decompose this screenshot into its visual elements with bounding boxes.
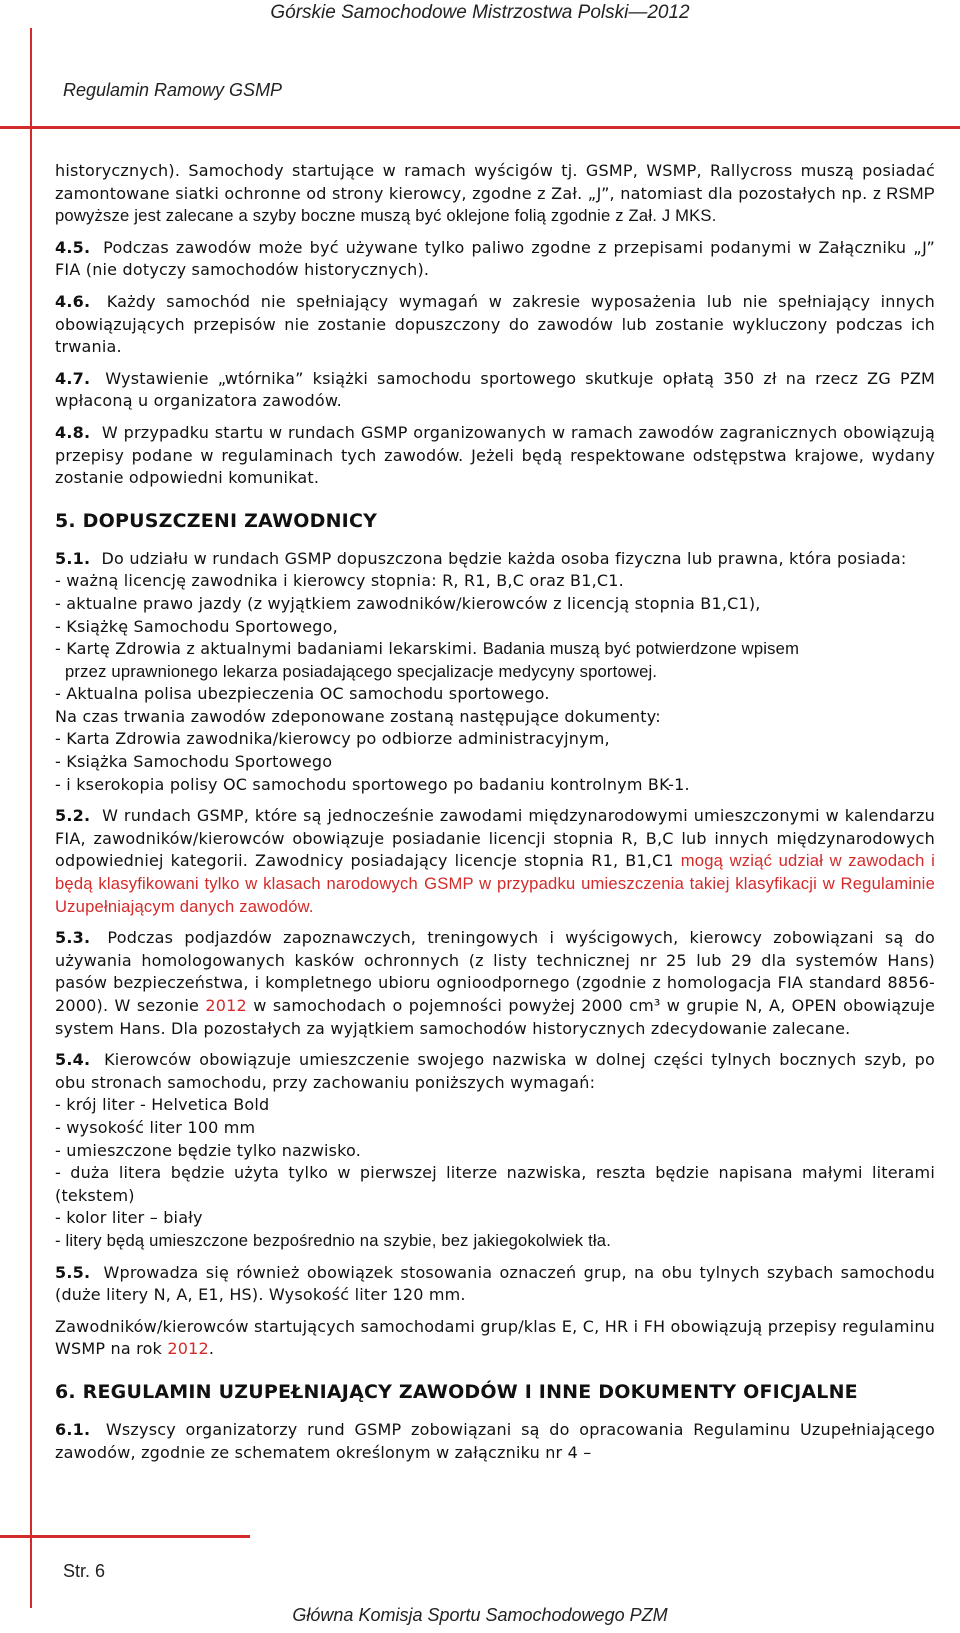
paragraph-text: Wprowadza się również obowiązek stosowania oznaczeń grup, na obu tylnych szybach samochodu (duże litery N, A, E1, HS). Wysokość liter 120 mm.	[55, 1262, 935, 1305]
section-number: 5.2.	[55, 806, 91, 826]
paragraph-4-7	[55, 368, 935, 413]
paragraph-text: Kierowców obowiązuje umieszczenie swojego nazwiska w dolnej części tylnych bocznych szyb, po obu stronach samochodu, przy zachowaniu poniższych wymagań:	[55, 1050, 935, 1092]
section-number: 4.5.	[55, 237, 91, 257]
list-item: - duża litera będzie użyta tylko w pierwszej literze nazwiska, reszta będzie napisana małymi literami (tekstem)	[55, 1163, 935, 1205]
list-item: - litery będą umieszczone bezpośrednio na szybie, bez jakiegokolwiek tła.	[55, 1230, 612, 1250]
list-item: - wysokość liter 100 mm	[55, 1117, 256, 1137]
section-number: 5.5.	[55, 1262, 91, 1282]
list-item-continuation: przez uprawnionego lekarza posiadającego specjalizacje medycyny sportowej.	[65, 661, 658, 681]
highlighted-text: GSMP w przypadku umieszczenia takiej klasyfikacji w Regulaminie Uzupełniającym danych zawodów.	[55, 874, 935, 916]
paragraph-5-5-continued	[55, 1316, 935, 1361]
running-header-subtitle: Regulamin Ramowy GSMP	[63, 80, 283, 100]
paragraph-5-4	[55, 1049, 935, 1252]
paragraph-5-5	[55, 1262, 935, 1307]
section-number: 4.6.	[55, 291, 91, 311]
intro-text-a: historycznych). Samochody startujące w ramach wyścigów tj. GSMP, WSMP, Rallycross muszą posiadać zamontowane siatki ochronne od strony kierowcy, zgodne z Zał. „J”, natomiast dla pozostałych np.	[55, 161, 935, 203]
paragraph-text: Do udziału w rundach GSMP dopuszczona będzie każda osoba fizyczna lub prawna, która posiada:	[101, 548, 907, 568]
paragraph-text: Podczas podjazdów zapoznawczych, treningowych i wyścigowych, kierowcy zobowiązani są do używania homologowanych kasków ochronnych (z listy technicznej nr 25 lub 29 dla systemów Hans) pasów bezpieczeństwa, i kompletnego ubioru ognioodpornego (zgodnie z homologacja FIA standard 8856-2000). W sezonie	[55, 928, 935, 1015]
list-item: - Aktualna polisa ubezpieczenia OC samochodu sportowego.	[55, 684, 550, 704]
paragraph-4-5	[55, 237, 935, 282]
season-year: 2012	[167, 1339, 209, 1359]
list-item: - ważną licencję zawodnika i kierowcy stopnia: R, R1, B,C oraz B1,C1.	[55, 571, 624, 591]
paragraph-5-3	[55, 927, 935, 1040]
paragraph-text: Zawodników/kierowców startujących samochodami grup/klas E, C, HR i FH obowiązują przepisy regulaminu WSMP na rok	[55, 1316, 935, 1359]
paragraph-text: w samochodach o pojemności powyżej 2000 cm³ w grupie N, A, OPEN obowiązuje system Hans. Dla pozostałych za wyjątkiem samochodów historycznych zdecydowanie zalecane.	[55, 996, 935, 1038]
section-number: 4.8.	[55, 422, 91, 442]
document-body	[55, 160, 935, 1473]
list-item: - Książka Samochodu Sportowego	[55, 752, 333, 772]
margin-rule	[30, 28, 32, 1608]
running-footer: Główna Komisja Sportu Samochodowego PZM	[292, 1605, 668, 1625]
paragraph-text: Wystawienie „wtórnika” książki samochodu sportowego skutkuje opłatą 350 zł na rzecz ZG PZM wpłaconą u organizatora zawodów.	[55, 368, 935, 411]
paragraph-text: Każdy samochód nie spełniający wymagań w zakresie wyposażenia lub nie spełniający innych obowiązujących przepisów nie zostanie dopuszczony do zawodów lub zostanie wykluczony podczas ich trwania.	[55, 291, 935, 357]
list-item-text: - Kartę Zdrowia z aktualnymi badaniami lekarskimi.	[55, 639, 478, 659]
list-item: - kolor liter – biały	[55, 1208, 203, 1228]
paragraph-6-1	[55, 1419, 935, 1464]
sentence-end: .	[208, 1339, 215, 1359]
paragraph-5-2	[55, 805, 935, 918]
paragraph-text: W przypadku startu w rundach GSMP organizowanych w ramach zawodów zagranicznych obowiązują przepisy podane w regulaminach tych zawodów. Jeżeli będą respektowane odstępstwa krajowe, wydany zostanie odpowiedni komunikat.	[55, 422, 935, 488]
section-number: 5.1.	[55, 548, 91, 568]
section-heading-5: 5. DOPUSZCZENI ZAWODNICY	[55, 509, 378, 532]
paragraph-text: W rundach GSMP, które są jednocześnie zawodami międzynarodowymi umieszczonymi w kalendarzu FIA, zawodników/kierowców obowiązuje posiadanie licencji stopnia R, B,C lub innych międzynarodowych odpowiedniej kategorii. Zawodnicy posiadający licencje stopnia R1, B1,C1	[55, 806, 936, 871]
highlighted-text: mogą wziąć udział w zawodach i będą klasyfikowani tylko w klasach narodowych	[55, 851, 935, 894]
season-year: 2012	[205, 996, 247, 1015]
section-number: 6.1.	[55, 1419, 91, 1439]
section-heading-6: 6. REGULAMIN UZUPEŁNIAJĄCY ZAWODÓW I INNE DOKUMENTY OFICJALNE	[55, 1380, 858, 1403]
list-item: - Karta Zdrowia zawodnika/kierowcy po odbiorze administracyjnym,	[55, 729, 610, 749]
intro-text-b: z RSMP powyższe jest zalecane a szyby boczne muszą być oklejone folią zgodnie z Zał. J MKS.	[55, 183, 935, 226]
running-header-title: Górskie Samochodowe Mistrzostwa Polski—2012	[270, 2, 690, 23]
paragraph-4-6	[55, 291, 935, 359]
section-number: 4.7.	[55, 368, 91, 388]
list-item-text: Badania muszą być potwierdzone wpisem	[482, 639, 800, 659]
list-item: - i kserokopia polisy OC samochodu sportowego po badaniu kontrolnym BK-1.	[55, 774, 690, 794]
footer-rule	[0, 1535, 250, 1538]
list-item: - umieszczone będzie tylko nazwisko.	[55, 1140, 362, 1160]
list-item: - aktualne prawo jazdy (z wyjątkiem zawodników/kierowców z licencją stopnia B1,C1),	[55, 593, 761, 613]
section-number: 5.3.	[55, 928, 91, 948]
paragraph-4-8	[55, 422, 935, 490]
list-item: - krój liter - Helvetica Bold	[55, 1095, 270, 1115]
page-number: Str. 6	[63, 1561, 106, 1581]
list-item: - Książkę Samochodu Sportowego,	[55, 616, 338, 636]
header-rule	[0, 126, 960, 129]
paragraph-intro	[55, 160, 935, 228]
paragraph-text: Podczas zawodów może być używane tylko paliwo zgodne z przepisami podanymi w Załączniku „J” FIA (nie dotyczy samochodów historycznych).	[55, 237, 935, 280]
section-number: 5.4.	[55, 1050, 91, 1070]
list-item	[55, 638, 935, 661]
paragraph-5-1	[55, 548, 935, 797]
deposit-intro: Na czas trwania zawodów zdeponowane zostaną następujące dokumenty:	[55, 706, 661, 726]
paragraph-text: Wszyscy organizatorzy rund GSMP zobowiązani są do opracowania Regulaminu Uzupełniającego zawodów, zgodnie ze schematem określonym w załączniku nr 4 –	[55, 1419, 935, 1462]
